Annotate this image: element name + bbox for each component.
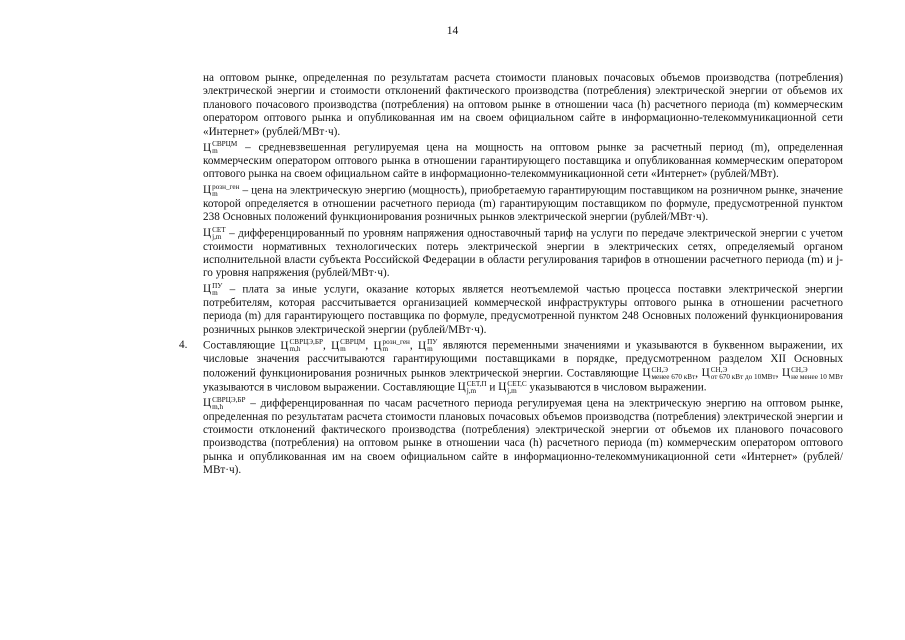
symbol-c-set-jm: Ц СЕТ j,m [203, 225, 226, 241]
symbol-c-setc-jm: Ц СЕТ,С j,m [498, 379, 527, 395]
symbol-c-setp-jm: Ц СЕТ,П j,m [457, 379, 487, 395]
symbol-c-svrcm-m: Ц СВРЦМ m [203, 140, 238, 156]
symbol-c-rozn-gen-m: Ц розн_ген m [373, 338, 410, 354]
symbol-c-pu-m: Ц ПУ m [418, 338, 438, 354]
symbol-c-svrceb-mh: Ц СВРЦЭ,БР m,h [280, 338, 323, 354]
symbol-c-svrceb-mh: Ц СВРЦЭ,БР m,h [203, 395, 246, 411]
definition-rozn-gen: Ц розн_ген m – цена на электрическую энергию (мощность), приобретаемую гарантирующим поставщиком на розничном рынке, значение которой определяется в отношении расчетного периода (m) гарантирующим поставщиком по формуле, предусмотренной пунктом 238 Основных положений функционирования розничных рынков электрической энергии (рублей/МВт·ч). [203, 182, 843, 224]
list-item-number: 4. [179, 339, 188, 352]
list-item-4: 4. Составляющие Ц СВРЦЭ,БР m,h , Ц СВРЦМ m , Ц розн_ген m , Ц ПУ m являются переменными значениями и указываются в буквенном выражении, их числовые значения рассчитываются гарантирующими поставщиками в порядке, предусмотренном разделом XII Основных положений функционирования розничных рынков электрической энергии. Составляющие Ц СН,Э менее 670 кВт , Ц СН,Э от 670 кВт до 10МВт , Ц СН,Э не менее 10 МВт указываются в числовом выражении. Составляющие Ц СЕТ,П j,m и Ц СЕТ,С j,m указываются в числовом выражении. [179, 338, 843, 395]
document-body [179, 72, 843, 480]
definition-svrcm: Ц СВРЦМ m – средневзвешенная регулируемая цена на мощность на оптовом рынке за расчетный период (m), определенная коммерческим оператором оптового рынка в отношении гарантирующего поставщика и опубликованная коммерческим оператором оптового рынка на своем официальном сайте в информационно-телекоммуникационной сети «Интернет» (рублей/МВт). [203, 140, 843, 181]
definition-set: Ц СЕТ j,m – дифференцированный по уровням напряжения одноставочный тариф на услуги по передаче электрической энергии с учетом стоимости нормативных технологических потерь электрической энергии в электрических сетях, определяемый органом исполнительной власти субъекта Российской Федерации в области регулирования тарифов в отношении расчетного периода (m) и j-го уровня напряжения (рублей/МВт·ч). [203, 225, 843, 280]
symbol-c-sne-10-plus: Ц СН,Э не менее 10 МВт [782, 365, 843, 381]
definition-pu: Ц ПУ m – плата за иные услуги, оказание которых является неотъемлемой частью процесса поставки электрической энергии потребителям, которая рассчитывается организацией коммерческой инфраструктуры оптового рынка в отношении расчетного периода (m) для гарантирующего поставщика по формуле, предусмотренной пунктом 248 Основных положений функционирования розничных рынков электрической энергии (рублей/МВт·ч). [203, 281, 843, 336]
symbol-c-svrcm-m: Ц СВРЦМ m [331, 338, 366, 354]
definition-svrceb: Ц СВРЦЭ,БР m,h – дифференцированная по часам расчетного периода регулируемая цена на электрическую энергию на оптовом рынке, определенная по результатам расчета стоимости плановых почасовых объемов производства (потребления) электрической энергии и стоимости отклонений фактического производства (потребления) электрической энергии от объемов их планового почасового производства (потребления) на оптовом рынке в отношении часа (h) расчетного периода (m) коммерческим оператором оптового рынка и опубликованная им на своем официальном сайте в информационно-телекоммуникационной сети «Интернет» (рублей/МВт·ч). [203, 395, 843, 477]
symbol-c-pu-m: Ц ПУ m [203, 281, 223, 297]
paragraph-continuation: на оптовом рынке, определенная по результатам расчета стоимости плановых почасовых объемов производства (потребления) электрической энергии и стоимости отклонений фактического производства (потребления) электрической энергии от объемов их планового почасового производства (потребления) на оптовом рынке в отношении часа (h) расчетного периода (m) коммерческим оператором оптового рынка и опубликованная им на своем официальном сайте в информационно-телекоммуникационной сети «Интернет» (рублей/МВт·ч). [203, 72, 843, 138]
symbol-c-rozn-gen-m: Ц розн_ген m [203, 182, 240, 198]
symbol-c-sne-670-10: Ц СН,Э от 670 кВт до 10МВт [701, 365, 776, 381]
page-number: 14 [446, 25, 459, 37]
symbol-c-sne-less-670: Ц СН,Э менее 670 кВт [642, 365, 696, 381]
